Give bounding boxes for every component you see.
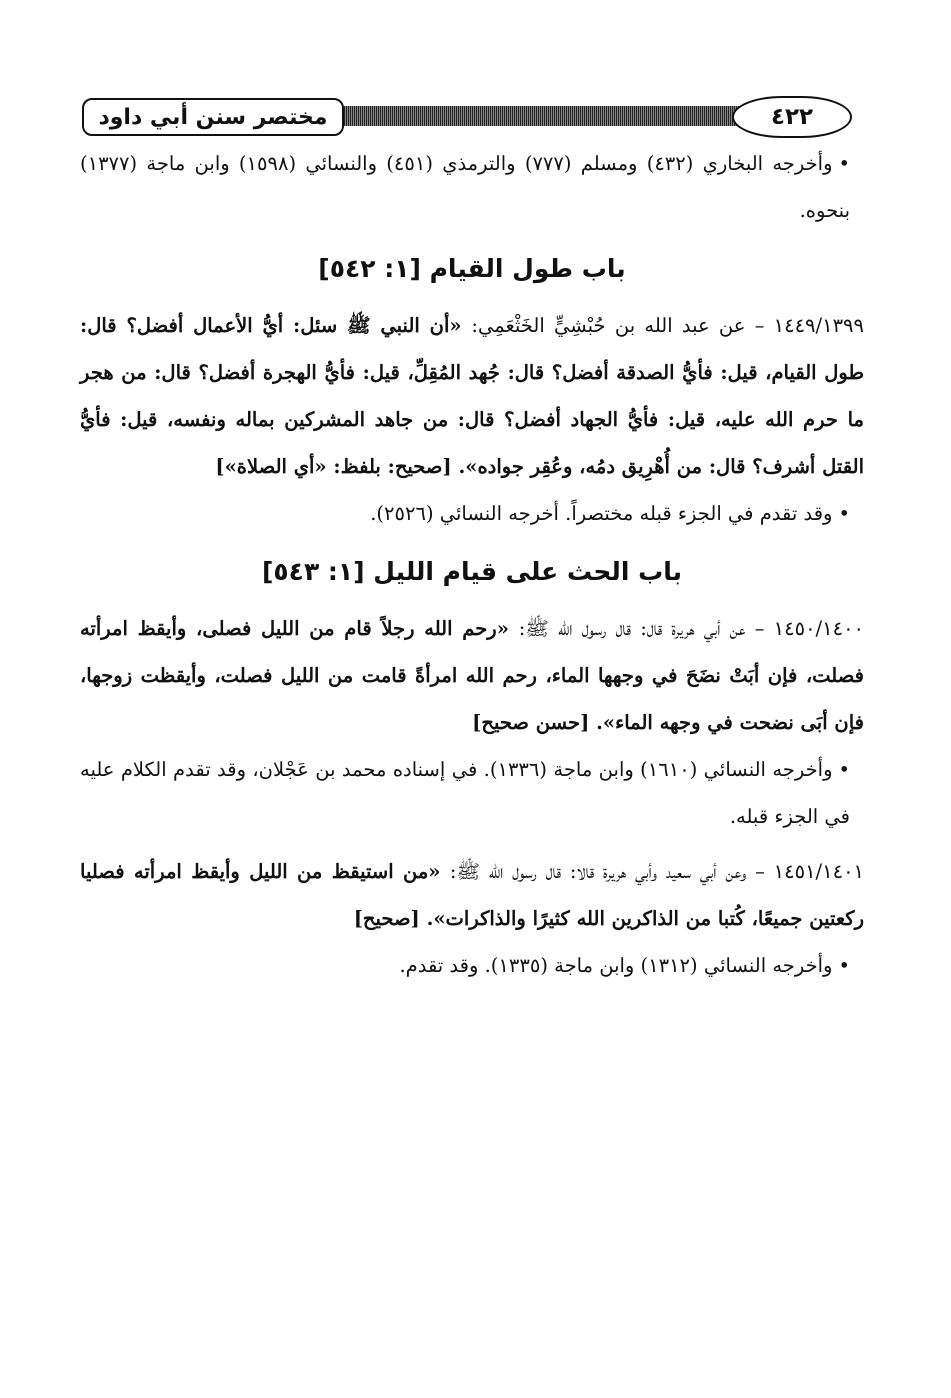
hadith-1449-text: «أن النبي ﷺ سئل: أيُّ الأعمال أفضل؟ قال: طول القيام، قيل: فأيُّ الصدقة أفضل؟ قال: جُهد المُقِلِّ، قيل: فأيُّ الهجرة أفضل؟ قال: من هجر ما حرم الله عليه، قيل: فأيُّ الجهاد أفضل؟ قال: من جاهد المشركين بماله ونفسه، قيل: فأيُّ القتل أشرف؟ قال: من أُهْرِيق دمُه، وعُقِر جواده». — [80, 314, 864, 478]
bullet-icon: • — [838, 954, 850, 977]
hadith-1451 — [80, 848, 864, 942]
footnote-1 — [80, 140, 864, 234]
footnote-4-text: وأخرجه النسائي (١٣١٢) وابن ماجة (١٣٣٥). وقد تقدم. — [399, 954, 833, 977]
hadith-1451-grading: [صحيح] — [353, 907, 420, 930]
spacer — [80, 840, 864, 848]
chapter-heading-1: باب طول القيام [١: ٥٤٢] — [318, 254, 626, 283]
page-header — [82, 96, 852, 136]
footnote-3 — [80, 746, 864, 840]
bullet-icon: • — [838, 502, 850, 525]
hadith-1450-text: «رحم الله رجلاً قام من الليل فصلى، وأيقظ امرأته فصلت، فإن أبَتْ نضَحَ في وجهها الماء، رحم الله امرأةً قامت من الليل فصلت، وأيقظت زوجها، فإن أبَى نضحت في وجهه الماء». — [80, 617, 864, 734]
footnote-2 — [80, 490, 864, 537]
hadith-1450-grading: [حسن صحيح] — [472, 711, 590, 734]
hadith-1449 — [80, 302, 864, 490]
chapter-heading-2: باب الحث على قيام الليل [١: ٥٤٣] — [261, 557, 682, 586]
page-number: ٤٢٢ — [732, 96, 852, 138]
bullet-icon: • — [838, 152, 851, 175]
footnote-4 — [80, 942, 864, 989]
book-title: مختصر سنن أبي داود — [82, 98, 344, 136]
footnote-1-text: وأخرجه البخاري (٤٣٢) ومسلم (٧٧٧) والترمذي (٤٥١) والنسائي (١٥٩٨) وابن ماجة (١٣٧٧) بنحوه. — [80, 152, 850, 222]
hadith-1451-number: ١٤٥١/١٤٠١ – وعن أبي سعيد وأبي هريرة قالا: قال رسول الله ﷺ: — [449, 860, 865, 883]
footnote-3-text: وأخرجه النسائي (١٦١٠) وابن ماجة (١٣٣٦). في إسناده محمد بن عَجْلان، وقد تقدم الكلام عليه في الجزء قبله. — [80, 758, 850, 828]
hadith-1449-grading: [صحيح: بلفظ: «أي الصلاة»] — [215, 455, 452, 478]
hadith-1450-number: ١٤٥٠/١٤٠٠ – عن أبي هريرة قال: قال رسول الله ﷺ: — [518, 617, 865, 640]
page-content — [80, 140, 864, 989]
footnote-2-text: وقد تقدم في الجزء قبله مختصراً. أخرجه النسائي (٢٥٢٦). — [370, 502, 833, 525]
bullet-icon: • — [838, 758, 851, 781]
hadith-1450 — [80, 605, 864, 746]
hadith-1449-number: ١٤٤٩/١٣٩٩ – عن عبد الله بن حُبْشِيٍّ الخَثْعَمِي: — [471, 314, 864, 337]
hadith-1451-text: «من استيقظ من الليل وأيقظ امرأته فصليا ركعتين جميعًا، كُتبا من الذاكرين الله كثيرًا والذاكرات». — [80, 860, 864, 930]
